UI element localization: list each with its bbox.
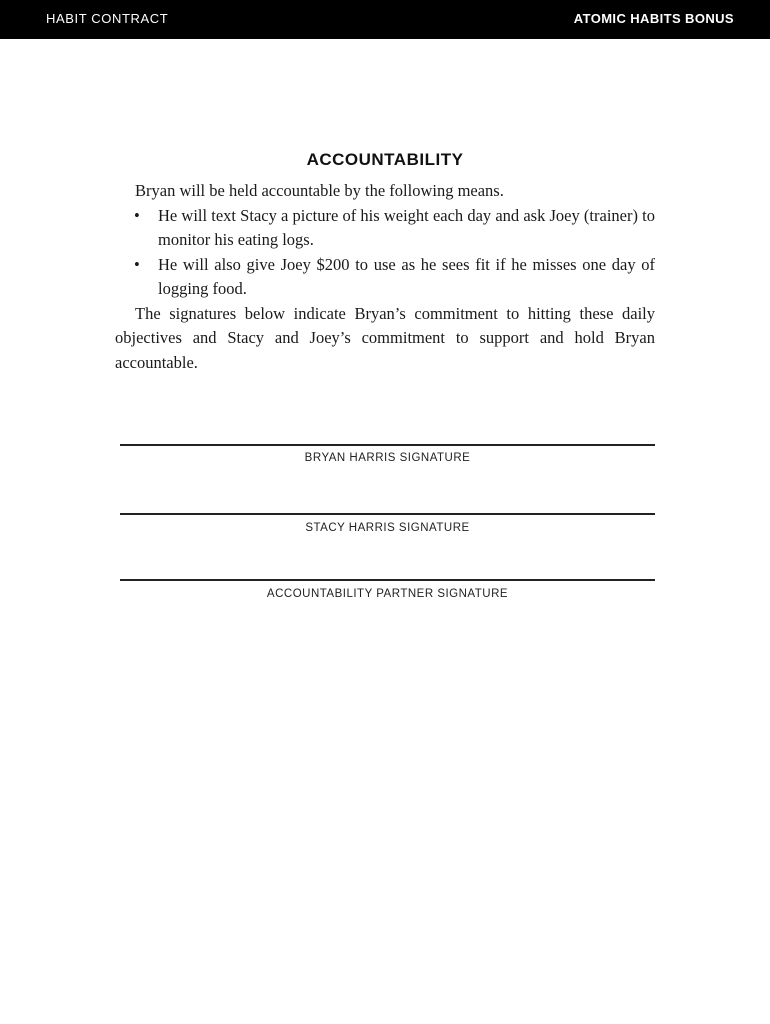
list-item-text: He will text Stacy a picture of his weight each day and ask Joey (trainer) to monitor his eating logs. [158, 205, 655, 249]
intro-paragraph: Bryan will be held accountable by the following means. [135, 181, 504, 200]
bryan-signature-line[interactable] [120, 444, 655, 446]
bullet-icon: • [134, 205, 140, 225]
partner-signature-label: ACCOUNTABILITY PARTNER SIGNATURE [266, 588, 509, 600]
list-item-text: He will also give Joey $200 to use as he sees fit if he misses one day of logging food. [158, 254, 655, 298]
header-right-label: ATOMIC HABITS BONUS [573, 11, 734, 26]
stacy-signature-line[interactable] [120, 513, 655, 515]
closing-paragraph: The signatures below indicate Bryan’s commitment to hitting these daily objectives and Stacy and Joey’s commitment to support and hold Bryan accountable. [115, 303, 655, 372]
list-item [115, 204, 655, 253]
bullet-icon: • [134, 254, 140, 274]
means-list [115, 204, 655, 302]
header-left-label: HABIT CONTRACT [46, 11, 169, 26]
page-header [0, 0, 770, 39]
section-title: ACCOUNTABILITY [306, 150, 464, 169]
list-item [115, 253, 655, 302]
partner-signature-line[interactable] [120, 579, 655, 581]
bryan-signature-label: BRYAN HARRIS SIGNATURE [304, 452, 471, 464]
stacy-signature-label: STACY HARRIS SIGNATURE [305, 522, 470, 534]
section-body [115, 179, 655, 375]
